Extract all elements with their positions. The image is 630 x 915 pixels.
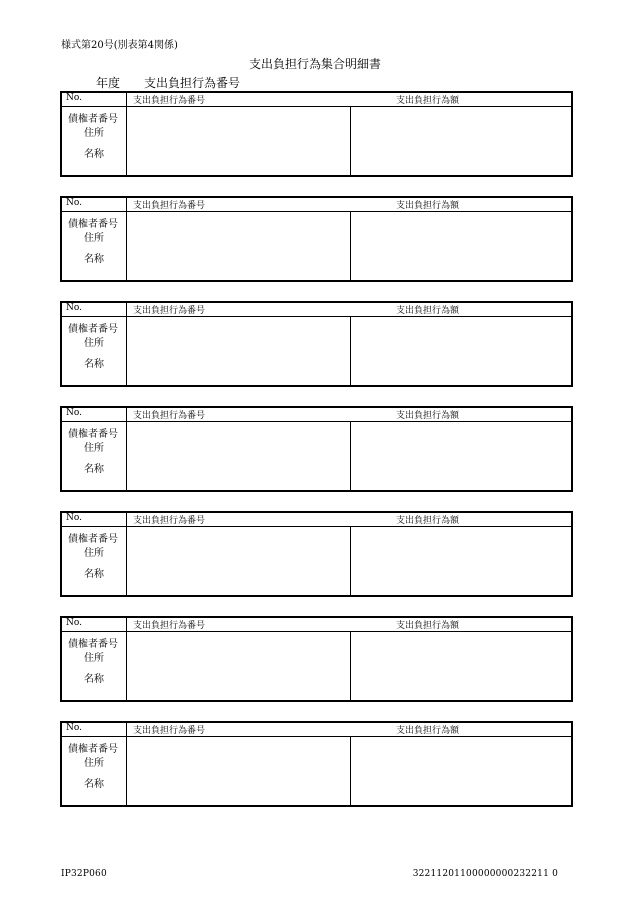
entry-amount-label: 支出負担行為額 bbox=[396, 306, 460, 316]
entry-address-label: 住所 bbox=[84, 128, 104, 139]
entry-no-label: No. bbox=[66, 408, 82, 418]
entry-address-label: 住所 bbox=[84, 758, 104, 769]
entry-divider-amount bbox=[350, 632, 351, 700]
entry-amount-label: 支出負担行為額 bbox=[396, 201, 460, 211]
entry-number-label: 支出負担行為番号 bbox=[133, 516, 206, 526]
entry-block bbox=[60, 196, 573, 282]
entry-address-label: 住所 bbox=[84, 653, 104, 664]
entry-number-label: 支出負担行為番号 bbox=[133, 621, 206, 631]
footer-right-code: 32211201100000000232211 0 bbox=[412, 869, 558, 879]
fiscal-year-label: 年度 bbox=[96, 76, 121, 90]
entry-name-label: 名称 bbox=[84, 464, 104, 475]
entry-block bbox=[60, 406, 573, 492]
entry-divider-amount bbox=[350, 107, 351, 175]
entry-divider-no bbox=[126, 93, 127, 175]
entry-name-label: 名称 bbox=[84, 254, 104, 265]
entry-amount-label: 支出負担行為額 bbox=[396, 621, 460, 631]
entry-block bbox=[60, 511, 573, 597]
entry-amount-label: 支出負担行為額 bbox=[396, 96, 460, 106]
footer-left-code: IP32P060 bbox=[61, 869, 107, 879]
entry-creditor-number-label: 債権者番号 bbox=[68, 114, 118, 125]
entry-creditor-number-label: 債権者番号 bbox=[68, 534, 118, 545]
entry-number-label: 支出負担行為番号 bbox=[133, 306, 206, 316]
entry-divider-no bbox=[126, 513, 127, 595]
entry-no-label: No. bbox=[66, 303, 82, 313]
entry-name-label: 名称 bbox=[84, 359, 104, 370]
entry-block bbox=[60, 616, 573, 702]
entry-amount-label: 支出負担行為額 bbox=[396, 726, 460, 736]
entry-amount-label: 支出負担行為額 bbox=[396, 411, 460, 421]
entry-number-label: 支出負担行為番号 bbox=[133, 411, 206, 421]
entry-divider-amount bbox=[350, 317, 351, 385]
entry-divider-amount bbox=[350, 422, 351, 490]
entry-divider-no bbox=[126, 723, 127, 805]
entry-divider-amount bbox=[350, 527, 351, 595]
entry-block bbox=[60, 91, 573, 177]
entry-creditor-number-label: 債権者番号 bbox=[68, 219, 118, 230]
document-title: 支出負担行為集合明細書 bbox=[248, 57, 381, 71]
entry-name-label: 名称 bbox=[84, 674, 104, 685]
entry-amount-label: 支出負担行為額 bbox=[396, 516, 460, 526]
entry-address-label: 住所 bbox=[84, 338, 104, 349]
entry-address-label: 住所 bbox=[84, 443, 104, 454]
entry-block bbox=[60, 721, 573, 807]
entry-name-label: 名称 bbox=[84, 779, 104, 790]
entry-name-label: 名称 bbox=[84, 149, 104, 160]
entry-number-label: 支出負担行為番号 bbox=[133, 726, 206, 736]
entry-block bbox=[60, 301, 573, 387]
entry-name-label: 名称 bbox=[84, 569, 104, 580]
entry-divider-no bbox=[126, 198, 127, 280]
entry-divider-amount bbox=[350, 212, 351, 280]
entry-number-label: 支出負担行為番号 bbox=[133, 201, 206, 211]
entry-no-label: No. bbox=[66, 93, 82, 103]
entry-no-label: No. bbox=[66, 198, 82, 208]
entry-no-label: No. bbox=[66, 618, 82, 628]
entry-no-label: No. bbox=[66, 723, 82, 733]
entry-creditor-number-label: 債権者番号 bbox=[68, 639, 118, 650]
entry-divider-amount bbox=[350, 737, 351, 805]
entry-creditor-number-label: 債権者番号 bbox=[68, 324, 118, 335]
entry-divider-no bbox=[126, 303, 127, 385]
entry-divider-no bbox=[126, 408, 127, 490]
entry-no-label: No. bbox=[66, 513, 82, 523]
entry-divider-no bbox=[126, 618, 127, 700]
form-number: 様式第20号(別表第4関係) bbox=[61, 40, 178, 51]
header-number-label: 支出負担行為番号 bbox=[144, 76, 241, 90]
entry-creditor-number-label: 債権者番号 bbox=[68, 429, 118, 440]
entry-address-label: 住所 bbox=[84, 233, 104, 244]
entry-creditor-number-label: 債権者番号 bbox=[68, 744, 118, 755]
entry-number-label: 支出負担行為番号 bbox=[133, 96, 206, 106]
entry-address-label: 住所 bbox=[84, 548, 104, 559]
